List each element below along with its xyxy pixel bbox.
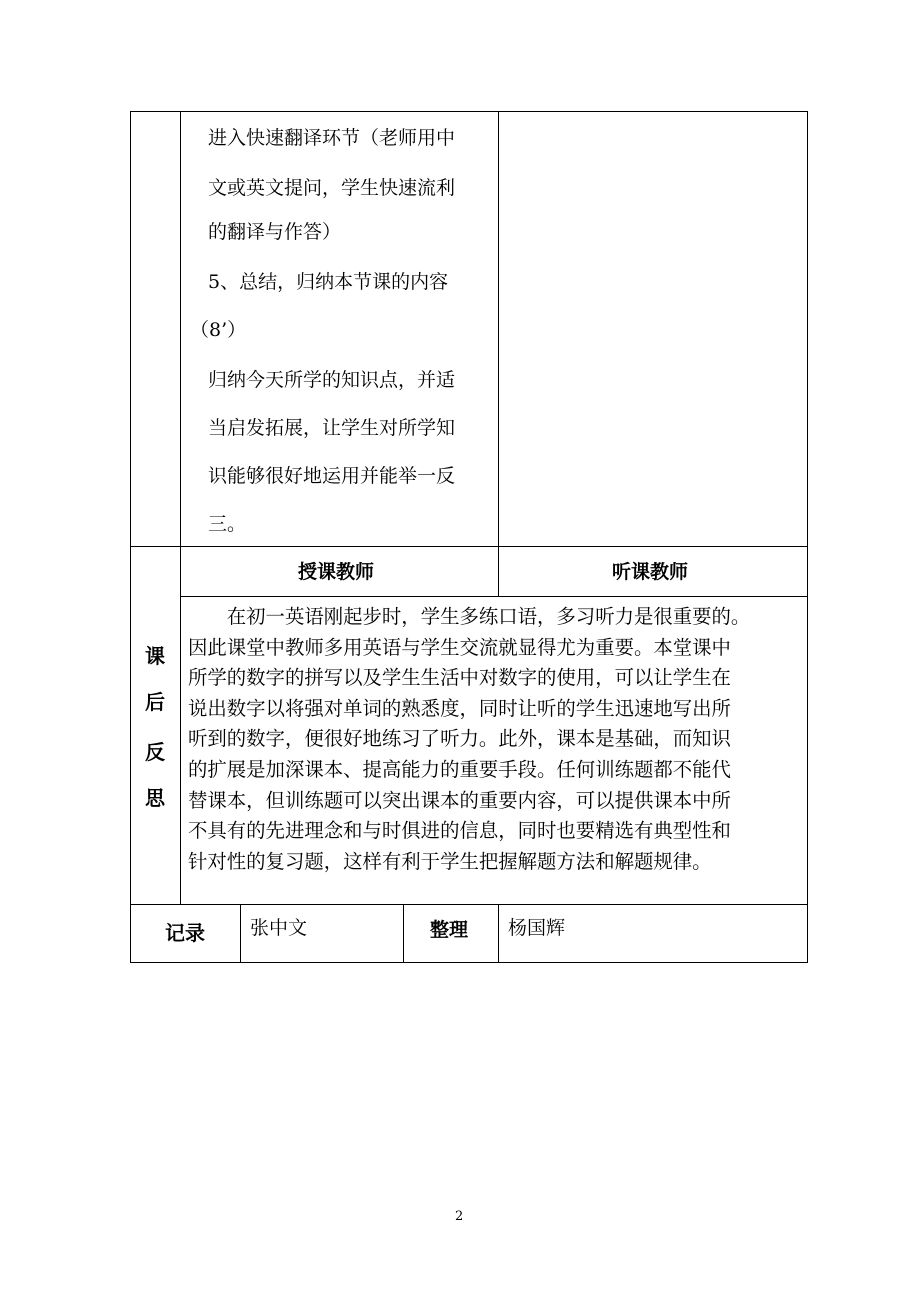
middle-divider-top [498,111,499,597]
paragraph-line: 因此课堂中教师多用英语与学生交流就显得尤为重要。本堂课中 [188,635,731,659]
text-line: 识能够很好地运用并能举一反 [208,465,456,487]
footer-divider-1 [240,904,241,963]
paragraph-line: 不具有的先进理念和与时俱进的信息，同时也要精选有典型性和 [188,819,731,843]
paragraph-line: 在初一英语刚起步时，学生多练口语，多习听力是很重要的。 [188,605,751,628]
side-label-char: 后 [145,690,165,714]
record-value: 张中文 [250,917,308,939]
paragraph-line: 听到的数字，便很好地练习了听力。此外，课本是基础，而知识 [188,727,731,751]
reflection-paragraph [188,602,808,877]
paragraph-line: 所学的数字的拼写以及学生生活中对数字的使用，可以让学生在 [188,666,731,690]
text-line: 三。 [208,513,247,535]
organize-value: 杨国辉 [508,917,566,939]
paragraph-line: 说出数字以将强对单词的熟悉度，同时让听的学生迅速地写出所 [188,696,731,720]
text-line: 进入快速翻译环节（老师用中 [208,127,456,149]
side-label-char: 反 [145,740,165,764]
table-bottom-border [130,962,808,963]
row-divider-headers [130,546,808,547]
table-top-border [130,111,808,112]
side-label-char: 思 [145,786,165,810]
text-line: 当启发拓展，让学生对所学知 [208,417,456,439]
record-label: 记录 [165,921,205,945]
listening-teacher-header: 听课教师 [612,561,689,583]
paragraph-line: 的扩展是加深课本、提高能力的重要手段。任何训练题都不能代 [188,757,731,781]
organize-label: 整理 [430,919,469,941]
paragraph-line: 针对性的复习题，这样有利于学生把握解题方法和解题规律。 [188,849,712,873]
footer-divider-2 [403,904,404,963]
side-column-divider [180,111,181,905]
side-label-char: 课 [145,644,165,668]
footer-divider-3 [498,904,499,963]
text-line: 归纳今天所学的知识点，并适 [208,369,456,391]
teaching-teacher-header: 授课教师 [298,561,375,583]
table-left-border [130,111,131,963]
text-line: 文或英文提问，学生快速流利 [208,177,456,199]
text-line: 的翻译与作答） [208,221,342,243]
text-line: 5、总结，归纳本节课的内容 [208,271,449,293]
row-divider-header-bottom [180,596,808,597]
page-number: 2 [455,1209,464,1224]
text-line: （8’） [190,319,247,341]
paragraph-line: 替课本，但训练题可以突出课本的重要内容，可以提供课本中所 [188,788,731,812]
row-divider-footer [130,904,808,905]
